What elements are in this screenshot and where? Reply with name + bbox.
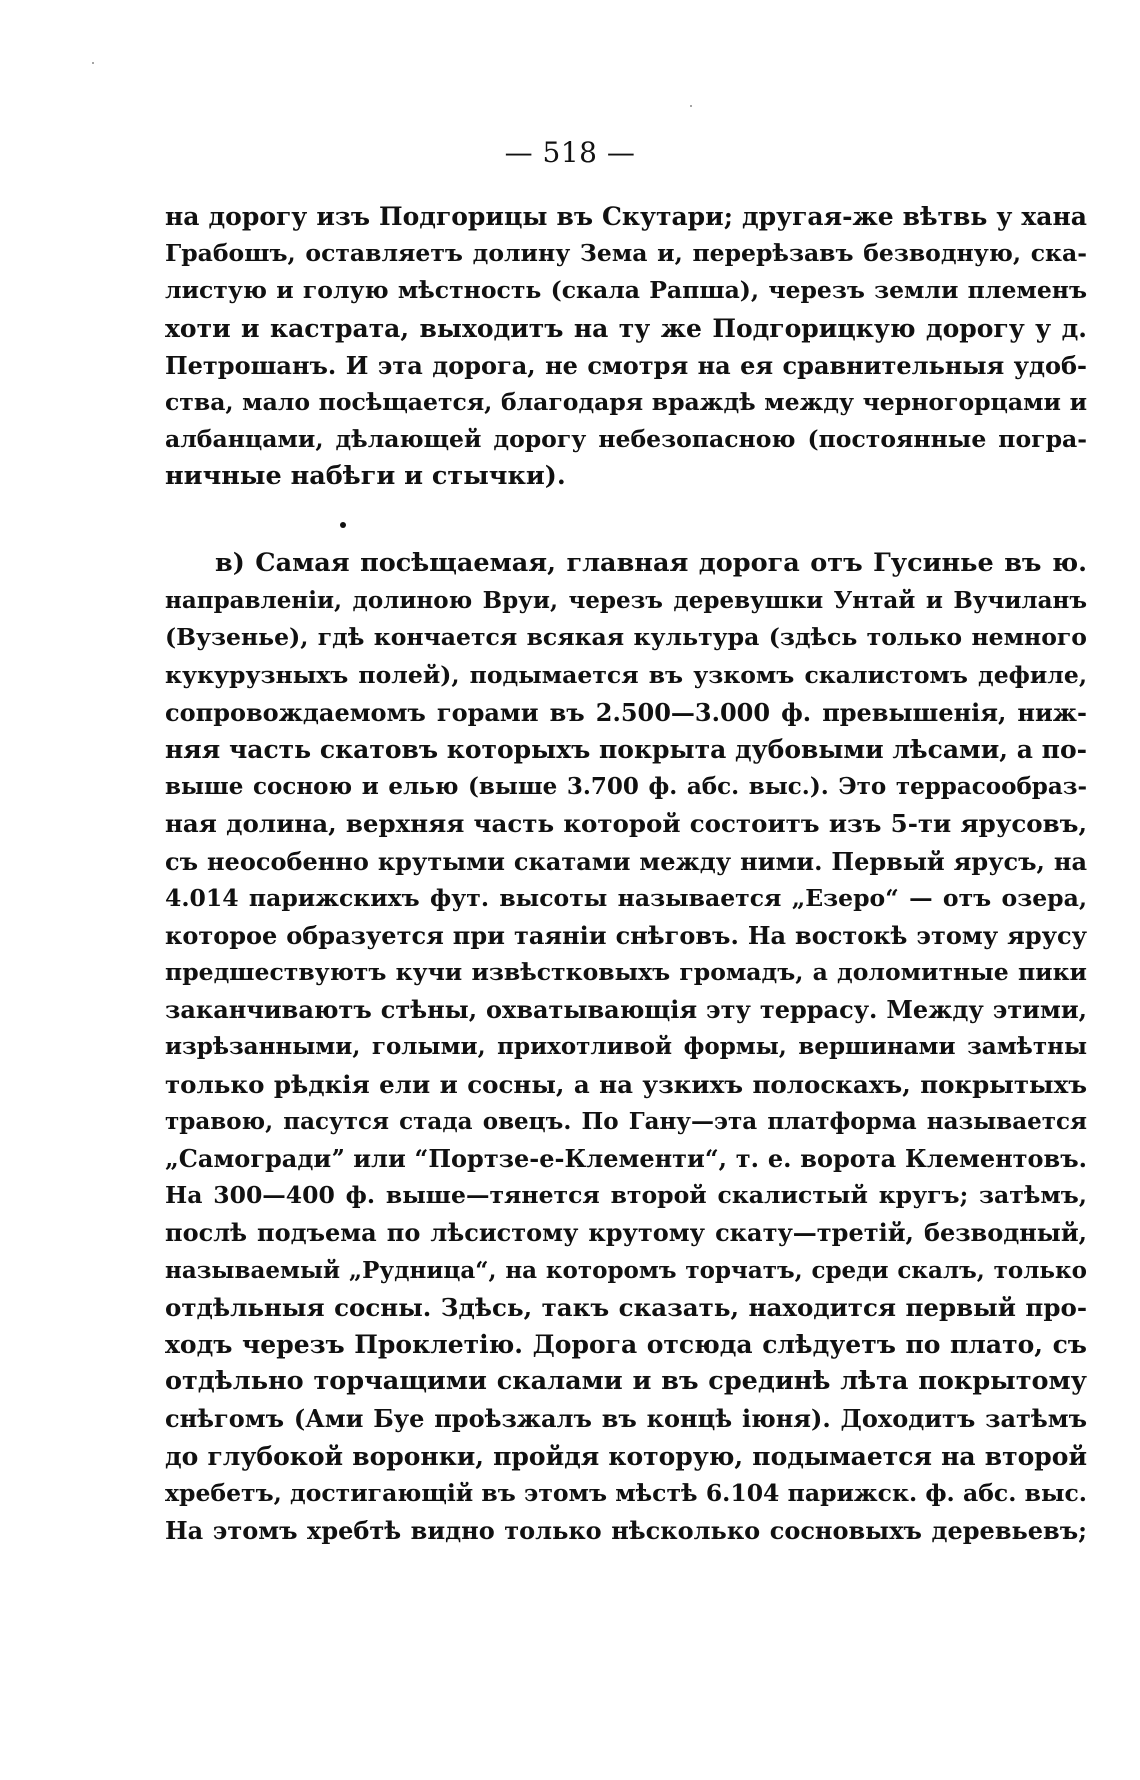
text-line: 4.014 парижскихъ фут. высоты называется „Езеро“ — отъ озера, <box>165 883 1087 912</box>
text-line: съ неособенно крутыми скатами между ними. Первый ярусъ, на <box>165 846 1087 876</box>
paragraph-1 <box>165 198 1087 496</box>
text-line: только рѣдкія ели и сосны, а на узкихъ полоскахъ, покрытыхъ <box>165 1069 1087 1099</box>
text-line: албанцами, дѣлающей дорогу небезопасною (постоянные погра- <box>165 425 1087 454</box>
text-line: хоти и кастрата, выходитъ на ту же Подгорицкую дорогу у д. <box>165 313 1087 343</box>
paper-speck <box>690 105 692 107</box>
text-line: ходъ черезъ Проклетію. Дорога отсюда слѣдуетъ по плато, съ <box>165 1329 1087 1359</box>
text-line: выше сосною и елью (выше 3.700 ф. абс. выс.). Это террасообраз- <box>165 773 1087 801</box>
text-line: снѣгомъ (Ами Буе проѣзжалъ въ концѣ іюня). Доходитъ затѣмъ <box>165 1404 1087 1434</box>
text-line: отдѣльныя сосны. Здѣсь, такъ сказать, находится первый про- <box>165 1292 1087 1322</box>
text-line: (Вузенье), гдѣ кончается всякая культура (здѣсь только немного <box>165 623 1087 652</box>
text-line: ная долина, верхняя часть которой состоитъ изъ 5-ти ярусовъ, <box>165 809 1087 839</box>
text-line: направленіи, долиною Вруи, черезъ деревушки Унтай и Вучиланъ <box>165 587 1087 615</box>
text-line: называемый „Рудница“, на которомъ торчатъ, среди скалъ, только <box>165 1256 1087 1284</box>
text-line: ничные набѣги и стычки). <box>165 461 566 492</box>
ink-dot <box>340 522 346 528</box>
text-line: ства, мало посѣщается, благодаря враждѣ между черногорцами и <box>165 387 1087 416</box>
text-line: Петрошанъ. И эта дорога, не смотря на ея сравнительныя удоб- <box>165 350 1087 380</box>
page-number: — 518 — <box>504 136 636 169</box>
text-line: послѣ подъема по лѣсистому крутому скату—третій, безводный, <box>165 1218 1087 1248</box>
text-line: которое образуется при таяніи снѣговъ. На востокѣ этому ярусу <box>165 920 1087 950</box>
text-line: до глубокой воронки, пройдя которую, подымается на второй <box>165 1441 1087 1471</box>
text-line: заканчиваютъ стѣны, охватывающія эту террасу. Между этими, <box>165 995 1087 1025</box>
text-line: листую и голую мѣстность (скала Рапша), черезъ земли племенъ <box>165 276 1087 305</box>
paper-speck <box>92 62 94 64</box>
paragraph-2 <box>165 545 1087 1549</box>
text-line: травою, пасутся стада овецъ. По Гану—эта платформа называется <box>165 1107 1087 1135</box>
text-line: Грабошъ, оставляетъ долину Зема и, перерѣзавъ безводную, ска- <box>165 239 1087 268</box>
text-line: предшествуютъ кучи извѣстковыхъ громадъ, а доломитные пики <box>165 958 1087 987</box>
text-line: в) Самая посѣщаемая, главная дорога отъ Гусинье въ ю. <box>215 548 1087 578</box>
text-line: изрѣзанными, голыми, прихотливой формы, вершинами замѣтны <box>165 1033 1087 1061</box>
text-line: отдѣльно торчащими скалами и въ срединѣ лѣта покрытому <box>165 1366 1087 1397</box>
text-line: На 300—400 ф. выше—тянется второй скалистый кругъ; затѣмъ, <box>165 1181 1087 1210</box>
text-line: кукурузныхъ полей), подымается въ узкомъ скалистомъ дефиле, <box>165 660 1087 689</box>
text-line: хребетъ, достигающій въ этомъ мѣстѣ 6.104 парижск. ф. абс. выс. <box>165 1478 1087 1507</box>
text-line: сопровождаемомъ горами въ 2.500—3.000 ф. превышенія, ниж- <box>165 697 1087 727</box>
text-line: „Самоградиˮ или “Портзе-е-Клементи“, т. е. ворота Клементовъ. <box>165 1144 1087 1173</box>
text-line: няя часть скатовъ которыхъ покрыта дубовыми лѣсами, а по- <box>165 734 1087 764</box>
text-line: На этомъ хребтѣ видно только нѣсколько сосновыхъ деревьевъ; <box>165 1515 1087 1545</box>
text-line: на дорогу изъ Подгорицы въ Скутари; другая-же вѣтвь у хана <box>165 202 1087 231</box>
